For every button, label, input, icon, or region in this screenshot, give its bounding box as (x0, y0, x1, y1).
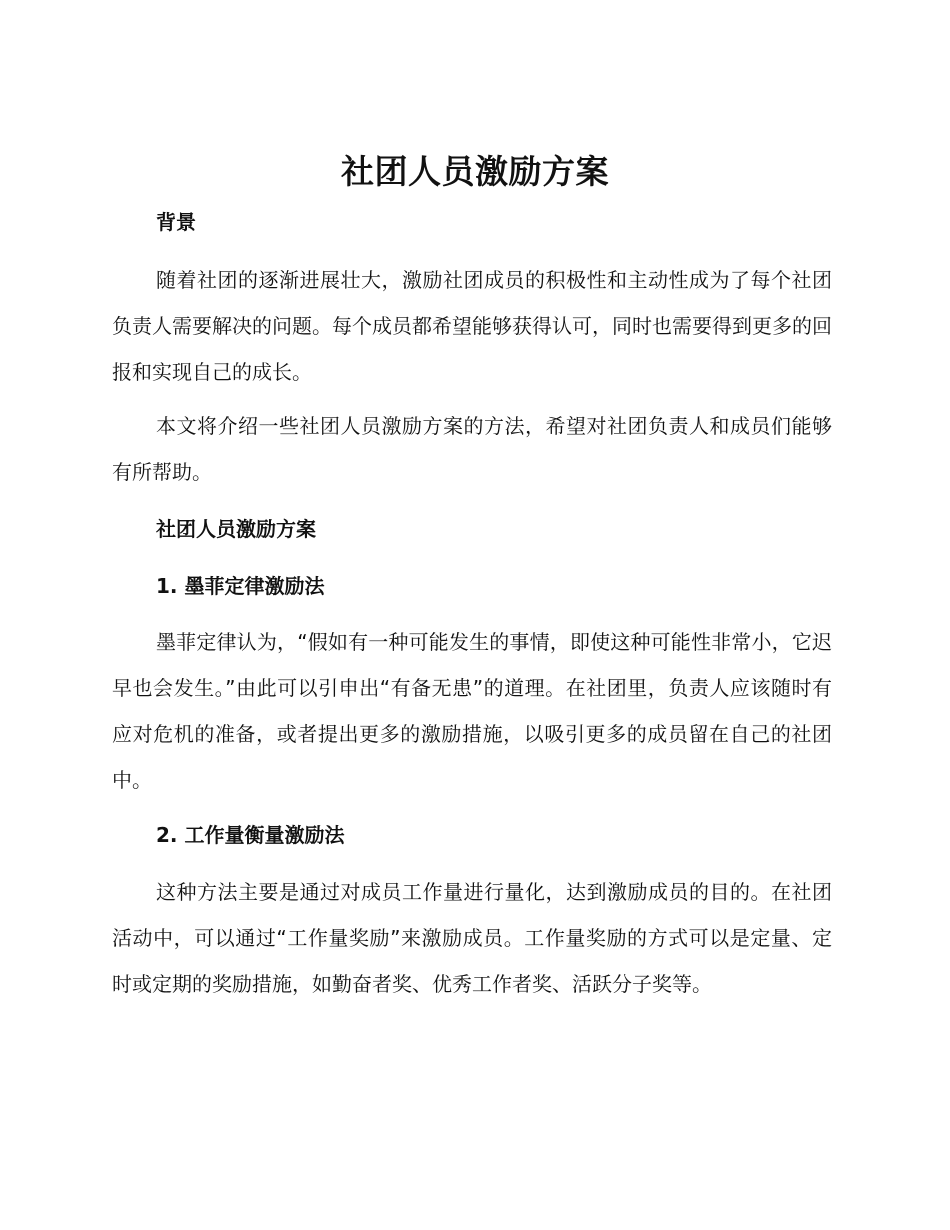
paragraph-method-2: 这种方法主要是通过对成员工作量进行量化，达到激励成员的目的。在社团活动中，可以通过“工作量奖励”来激励成员。工作量奖励的方式可以是定量、定时或定期的奖励措施，如勤奋者奖、优秀工作者奖、活跃分子奖等。 (112, 880, 832, 996)
paragraph-background-2: 本文将介绍一些社团人员激励方案的方法，希望对社团负责人和成员们能够有所帮助。 (112, 414, 832, 484)
section-heading-background: 背景 (156, 210, 196, 234)
paragraph-background-1: 随着社团的逐渐进展壮大，激励社团成员的积极性和主动性成为了每个社团负责人需要解决的问题。每个成员都希望能够获得认可，同时也需要得到更多的回报和实现自己的成长。 (112, 268, 832, 384)
section-heading-plan: 社团人员激励方案 (156, 517, 316, 541)
paragraph-method-1: 墨菲定律认为，“假如有一种可能发生的事情，即使这种可能性非常小，它迟早也会发生。”由此可以引申出“有备无患”的道理。在社团里，负责人应该随时有应对危机的准备，或者提出更多的激励措施，以吸引更多的成员留在自己的社团中。 (112, 630, 832, 792)
document-title: 社团人员激励方案 (341, 152, 609, 191)
section-heading-method-2: 2. 工作量衡量激励法 (156, 823, 345, 847)
section-heading-method-1: 1. 墨菲定律激励法 (156, 574, 325, 598)
